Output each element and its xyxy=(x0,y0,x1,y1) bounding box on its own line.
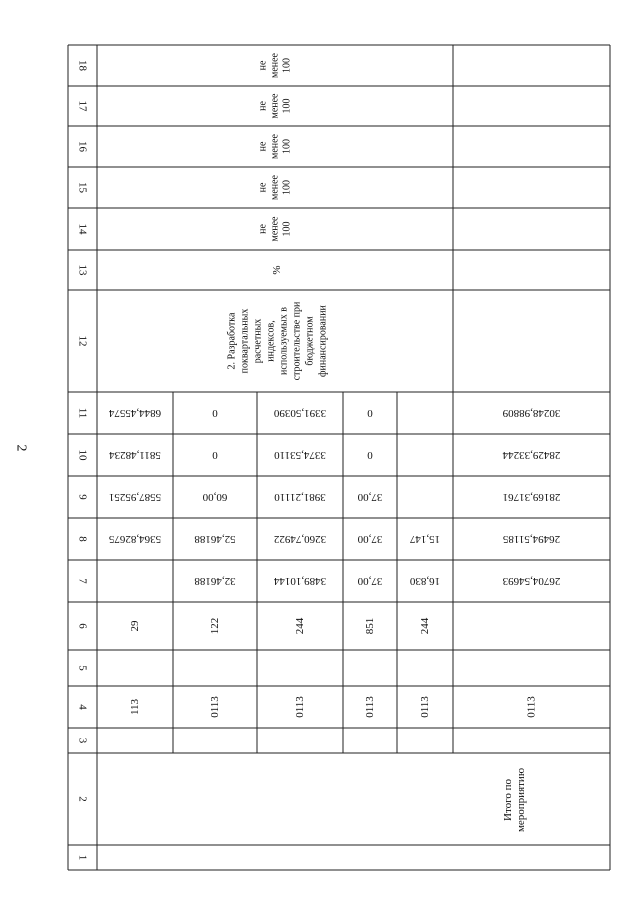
cell-amount: 15,147 xyxy=(409,533,441,545)
column-header: 4 xyxy=(76,704,89,710)
measure-description: используемых в xyxy=(278,307,290,375)
cell-amount: 3981,21110 xyxy=(274,491,326,503)
total-label: Итого по xyxy=(502,779,514,821)
target-value: не xyxy=(257,141,269,152)
measure-description: финансировании xyxy=(317,305,329,377)
column-header: 8 xyxy=(76,536,89,542)
target-value: не xyxy=(257,224,269,234)
cell-expense-type: 29 xyxy=(129,620,141,632)
target-value: менее xyxy=(269,216,281,242)
total-amount: 28429,33244 xyxy=(502,449,561,461)
cell-amount: 37,00 xyxy=(357,491,383,503)
total-amount: 28169,31761 xyxy=(502,491,561,503)
column-header: 9 xyxy=(76,494,89,500)
target-value: не xyxy=(257,182,269,193)
cell-amount: 3391,50390 xyxy=(273,407,327,419)
cell-amount: 16,830 xyxy=(409,575,441,587)
column-header: 14 xyxy=(76,223,89,235)
total-label: мероприятию xyxy=(515,767,527,833)
measure-unit: % xyxy=(271,265,283,275)
cell-amount: 5811,48234 xyxy=(109,449,161,461)
cell-amount: 5587,95251 xyxy=(108,491,162,503)
cell-expense-type: 122 xyxy=(209,617,221,635)
column-header: 11 xyxy=(76,407,89,419)
target-value: не xyxy=(257,101,269,111)
page-number: 2 xyxy=(13,444,29,452)
cell-amount: 52,46188 xyxy=(194,533,236,545)
column-header: 3 xyxy=(76,737,89,744)
measure-description: 2. Разработка xyxy=(226,312,238,370)
cell-budget-code: 113 xyxy=(129,698,141,716)
measure-description: расчетных xyxy=(252,318,264,364)
column-header: 5 xyxy=(76,665,89,671)
cell-amount: 6844,45574 xyxy=(108,407,162,419)
column-header: 16 xyxy=(76,141,89,152)
cell-expense-type: 851 xyxy=(364,617,376,635)
cell-amount: 0 xyxy=(212,449,218,461)
cell-amount: 32,46188 xyxy=(194,575,236,587)
measure-description: индексов, xyxy=(265,320,277,362)
column-header: 15 xyxy=(76,182,89,193)
target-value: 100 xyxy=(281,180,293,195)
cell-budget-code: 0113 xyxy=(209,696,221,718)
target-value: менее xyxy=(269,134,281,159)
column-header: 10 xyxy=(76,449,89,461)
total-amount: 26704,54693 xyxy=(502,575,561,587)
cell-expense-type: 244 xyxy=(419,617,431,635)
column-header: 12 xyxy=(76,335,89,347)
measure-description: поквартальных xyxy=(239,308,251,374)
target-value: менее xyxy=(269,93,281,119)
cell-amount: 37,00 xyxy=(357,533,383,545)
cell-amount: 0 xyxy=(212,407,218,419)
column-header: 17 xyxy=(76,100,89,112)
target-value: 100 xyxy=(281,58,293,73)
column-header: 2 xyxy=(76,796,89,802)
cell-budget-code: 0113 xyxy=(294,696,306,718)
total-budget-code: 0113 xyxy=(525,696,538,718)
target-value: менее xyxy=(269,53,281,78)
cell-amount: 3489,10144 xyxy=(273,575,327,587)
column-header: 7 xyxy=(76,578,89,584)
cell-amount: 60,00 xyxy=(202,491,228,503)
measure-description: строительстве при xyxy=(291,301,303,381)
target-value: не xyxy=(257,60,269,71)
cell-expense-type: 244 xyxy=(294,617,306,635)
cell-amount: 3374,53110 xyxy=(274,449,326,461)
column-header: 13 xyxy=(76,264,89,276)
cell-budget-code: 0113 xyxy=(364,696,376,718)
target-value: 100 xyxy=(281,221,293,237)
cell-budget-code: 0113 xyxy=(419,696,431,718)
column-header: 1 xyxy=(76,854,89,861)
cell-amount: 0 xyxy=(367,449,373,461)
target-value: 100 xyxy=(281,98,293,114)
target-value: менее xyxy=(269,175,281,200)
column-header: 18 xyxy=(76,60,89,71)
cell-amount: 37,00 xyxy=(357,575,383,587)
cell-amount: 0 xyxy=(367,407,373,419)
cell-amount: 3260,74922 xyxy=(273,533,327,545)
total-amount: 26494,51185 xyxy=(502,533,561,545)
measure-description: бюджетном xyxy=(304,316,316,366)
target-value: 100 xyxy=(281,139,293,154)
cell-amount: 5364,82675 xyxy=(108,533,162,545)
total-amount: 30248,98809 xyxy=(502,407,561,419)
column-header: 6 xyxy=(76,623,89,629)
